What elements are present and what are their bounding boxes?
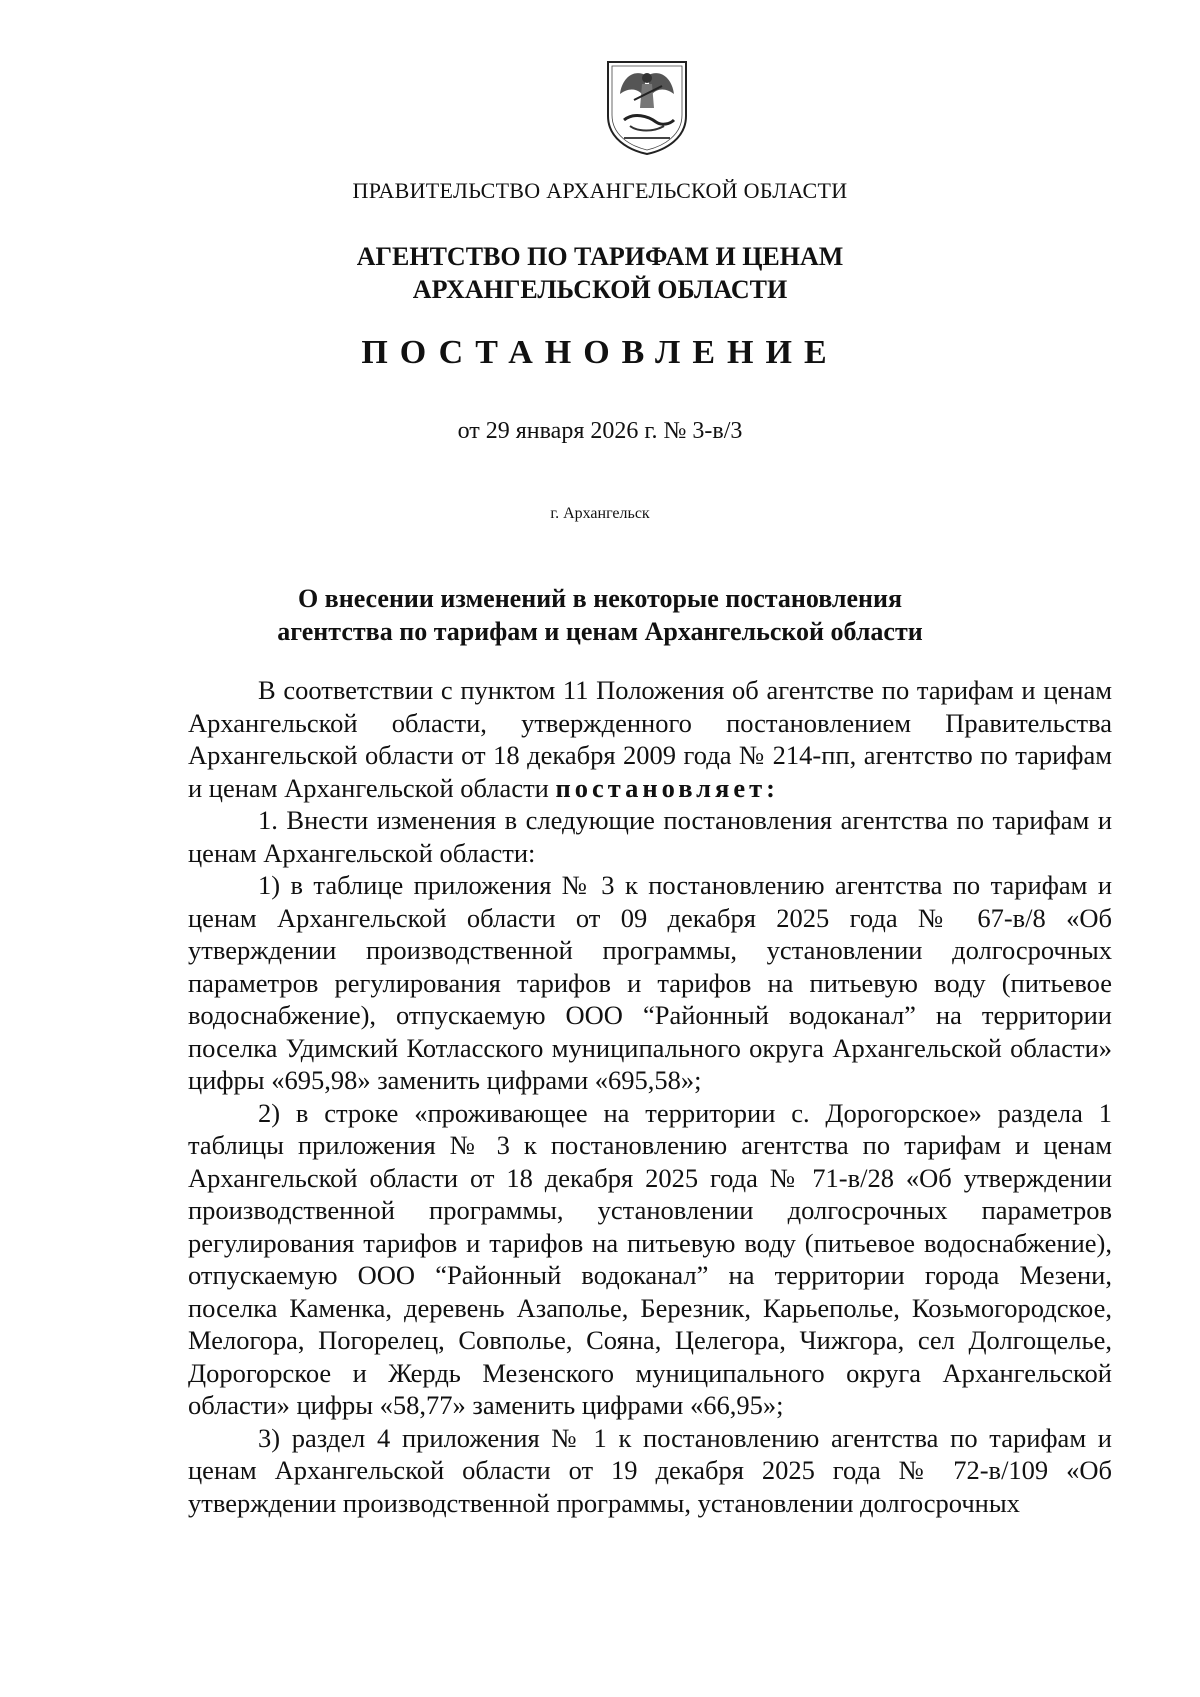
decides-word: постановляет:	[555, 772, 779, 803]
subitem-1: 1) в таблице приложения № 3 к постановлению агентства по тарифам и ценам Архангельской области от 09 декабря 2025 года № 67-в/8 «Об утверждении производственной программы, установлении долгосрочных параметров регулирования тарифов и тарифов на питьевую воду (питьевое водоснабжение), отпускаемую ООО “Районный водоканал” на территории поселка Удимский Котласского муниципального округа Архангельской области» цифры «695,98» заменить цифрами «695,58»;	[188, 870, 1112, 1095]
coat-of-arms-icon	[604, 58, 690, 156]
document-type: ПОСТАНОВЛЕНИЕ	[361, 334, 839, 371]
subject-line1: О внесении изменений в некоторые постановления	[297, 584, 903, 613]
intro-text: В соответствии с пунктом 11 Положения об агентстве по тарифам и ценам Архангельской области, утвержденного постановлением Правительства Архангельской области от 18 декабря 2009 года № 214-пп, агентство по тарифам и ценам Архангельской области	[188, 675, 1112, 803]
item-1: 1. Внести изменения в следующие постановления агентства по тарифам и ценам Архангельской области:	[188, 805, 1112, 868]
subitem-3: 3) раздел 4 приложения № 1 к постановлению агентства по тарифам и ценам Архангельской области от 19 декабря 2025 года № 72-в/109 «Об утверждении производственной программы, установлении долгосрочных	[188, 1422, 1112, 1518]
agency-name-line2: АРХАНГЕЛЬСКОЙ ОБЛАСТИ	[412, 275, 788, 304]
subitem-2: 2) в строке «проживающее на территории с. Дорогорское» раздела 1 таблицы приложения № 3 к постановлению агентства по тарифам и ценам Архангельской области от 18 декабря 2025 года № 71-в/28 «Об утверждении производственной программы, установлении долгосрочных параметров регулирования тарифов и тарифов на питьевую воду (питьевое водоснабжение), отпускаемую ООО “Районный водоканал” на территории города Мезени, поселка Каменка, деревень Азаполье, Березник, Карьеполье, Козьмогородское, Мелогора, Погорелец, Совполье, Сояна, Целегора, Чижгора, сел Долгощелье, Дорогорское и Жердь Мезенского муниципального округа Архангельской области» цифры «58,77» заменить цифрами «66,95»;	[188, 1097, 1112, 1420]
date-number: от 29 января 2026 г. № 3-в/3	[457, 418, 743, 444]
agency-name	[0, 240, 1200, 306]
government-name: ПРАВИТЕЛЬСТВО АРХАНГЕЛЬСКОЙ ОБЛАСТИ	[352, 178, 848, 203]
subject-line2: агентства по тарифам и ценам Архангельской области	[277, 617, 923, 646]
document-body	[188, 674, 1112, 1519]
agency-name-line1: АГЕНТСТВО ПО ТАРИФАМ И ЦЕНАМ	[356, 242, 844, 271]
city: г. Архангельск	[550, 505, 650, 522]
intro-paragraph	[188, 674, 1112, 804]
document-subject	[0, 582, 1200, 648]
